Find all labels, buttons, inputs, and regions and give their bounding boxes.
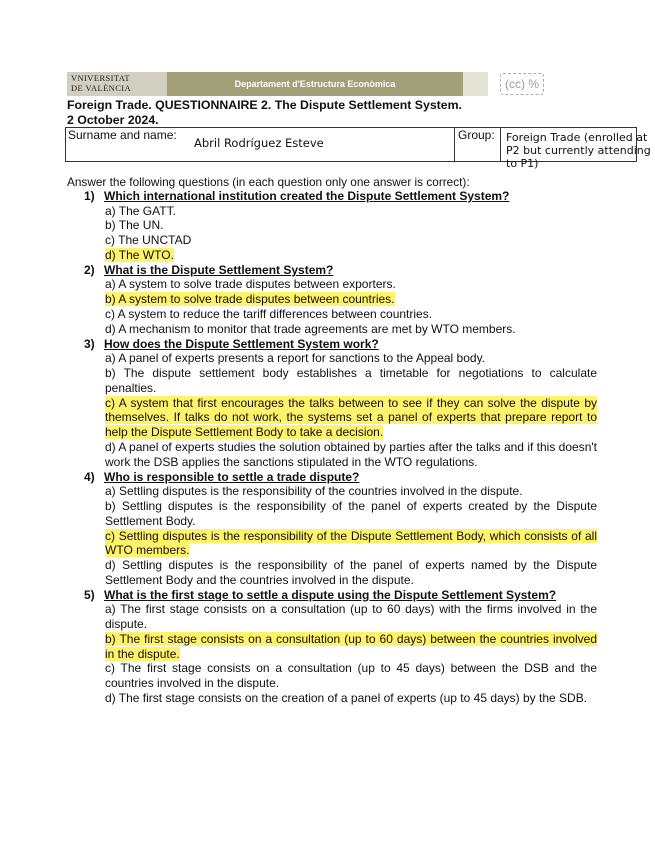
option-text: b) The first stage consists on a consultation (up to 60 days) between the countries involved in the dispute. xyxy=(105,631,597,661)
answer-option[interactable] xyxy=(105,366,597,396)
option-text: a) A panel of experts presents a report for sanctions to the Appeal body. xyxy=(105,351,486,366)
option-text: c) The first stage consists on a consultation (up to 45 days) between the DSB and the countries involved in the dispute. xyxy=(105,661,597,691)
question-3 xyxy=(67,337,597,470)
answer-option[interactable] xyxy=(105,351,597,366)
answer-option-selected[interactable] xyxy=(105,529,597,559)
option-text: b) The UN. xyxy=(105,218,164,233)
question-title xyxy=(67,263,597,278)
question-text: What is the Dispute Settlement System? xyxy=(104,262,334,277)
option-text: d) The first stage consists on the creation of a panel of experts (up to 45 days) by the SDB. xyxy=(105,691,588,706)
question-text: Which international institution created the Dispute Settlement System? xyxy=(104,189,510,203)
option-text: d) A mechanism to monitor that trade agreements are met by WTO members. xyxy=(105,321,516,336)
logo-line-1: VNIVERSITAT xyxy=(71,73,130,83)
option-text: a) The GATT. xyxy=(105,203,176,218)
license-badge: (cc) % xyxy=(500,73,544,95)
question-2 xyxy=(67,263,597,337)
question-title xyxy=(67,337,597,352)
answer-option[interactable] xyxy=(105,602,597,632)
answer-option[interactable] xyxy=(105,233,597,248)
answer-option[interactable] xyxy=(105,277,597,292)
answer-option[interactable] xyxy=(105,440,597,470)
option-text: d) A panel of experts studies the solution obtained by parties after the talks and if this doesn't work the DSB applies the sanctions stipulated in the WTO regulations. xyxy=(105,439,597,469)
question-title xyxy=(67,470,597,485)
question-text: How does the Dispute Settlement System work? xyxy=(104,336,379,351)
instructions: Answer the following questions (in each question only one answer is correct): xyxy=(67,175,470,189)
option-text: b) A system to solve trade disputes between countries. xyxy=(105,292,395,307)
option-text: d) Settling disputes is the responsibility of the panel of experts named by the Dispute Settlement Body and the countries involved in the dispute. xyxy=(105,558,597,587)
option-text: d) The WTO. xyxy=(105,247,174,262)
answer-option[interactable] xyxy=(105,484,597,499)
option-text: a) A system to solve trade disputes between exporters. xyxy=(105,277,396,292)
answer-option[interactable] xyxy=(105,661,597,691)
answer-option[interactable] xyxy=(105,204,597,219)
answer-option[interactable] xyxy=(105,558,597,588)
document-date: 2 October 2024. xyxy=(67,112,159,127)
option-text: c) A system to reduce the tariff differences between countries. xyxy=(105,306,433,321)
option-text: b) The dispute settlement body establishes a timetable for negotiations to calculate penalties. xyxy=(105,365,597,395)
name-value[interactable]: Abril Rodríguez Esteve xyxy=(194,136,324,150)
document-heading xyxy=(67,98,462,127)
question-1 xyxy=(67,189,597,263)
option-text: c) A system that first encourages the talks between to see if they can solve the dispute by themselves. If talks do not work, the systems set a panel of experts that prepare report to help the Dispute Settlement Body to take a decision. xyxy=(105,395,597,440)
question-text: What is the first stage to settle a dispute using the Dispute Settlement System? xyxy=(104,587,557,602)
answer-option-selected[interactable] xyxy=(105,292,597,307)
header-banner xyxy=(67,72,463,96)
student-info-table xyxy=(65,127,651,170)
answer-option[interactable] xyxy=(105,499,597,529)
question-number: 3) xyxy=(84,336,95,351)
question-number: 2) xyxy=(84,262,95,277)
name-label: Surname and name: xyxy=(68,128,177,142)
question-number: 4) xyxy=(84,469,95,484)
question-number: 5) xyxy=(84,587,95,602)
answer-option-selected[interactable] xyxy=(105,632,597,662)
answer-option-selected[interactable] xyxy=(105,248,597,263)
group-label: Group: xyxy=(458,128,495,142)
university-logo xyxy=(67,72,167,96)
question-title xyxy=(67,189,597,204)
department-name: Departament d'Estructura Econòmica xyxy=(167,72,463,96)
answer-option[interactable] xyxy=(105,307,597,322)
answer-option[interactable] xyxy=(105,322,597,337)
option-text: b) Settling disputes is the responsibility of the panel of experts created by the Dispute Settlement Body. xyxy=(105,498,597,528)
option-text: c) Settling disputes is the responsibility of the Dispute Settlement Body, which consists of all WTO members. xyxy=(105,528,597,558)
question-4 xyxy=(67,470,597,588)
option-text: a) The first stage consists on a consultation (up to 60 days) with the firms involved in the dispute. xyxy=(105,602,597,632)
question-list xyxy=(67,189,597,706)
logo-line-2: DE VALÈNCIA xyxy=(71,82,132,93)
option-text: a) Settling disputes is the responsibility of the countries involved in the dispute. xyxy=(105,484,523,499)
question-number: 1) xyxy=(84,189,95,203)
question-title xyxy=(67,588,597,603)
name-cell xyxy=(66,128,455,161)
answer-option[interactable] xyxy=(105,218,597,233)
answer-option[interactable] xyxy=(105,691,597,706)
group-divider xyxy=(500,128,501,161)
banner-tail xyxy=(463,72,488,96)
question-text: Who is responsible to settle a trade dispute? xyxy=(104,469,360,484)
question-5 xyxy=(67,588,597,706)
option-text: c) The UNCTAD xyxy=(105,233,192,248)
answer-option-selected[interactable] xyxy=(105,396,597,440)
group-value[interactable]: Foreign Trade (enrolled at P2 but currently attending to P1) xyxy=(506,131,651,170)
document-title: Foreign Trade. QUESTIONNAIRE 2. The Dispute Settlement System. xyxy=(67,98,462,112)
